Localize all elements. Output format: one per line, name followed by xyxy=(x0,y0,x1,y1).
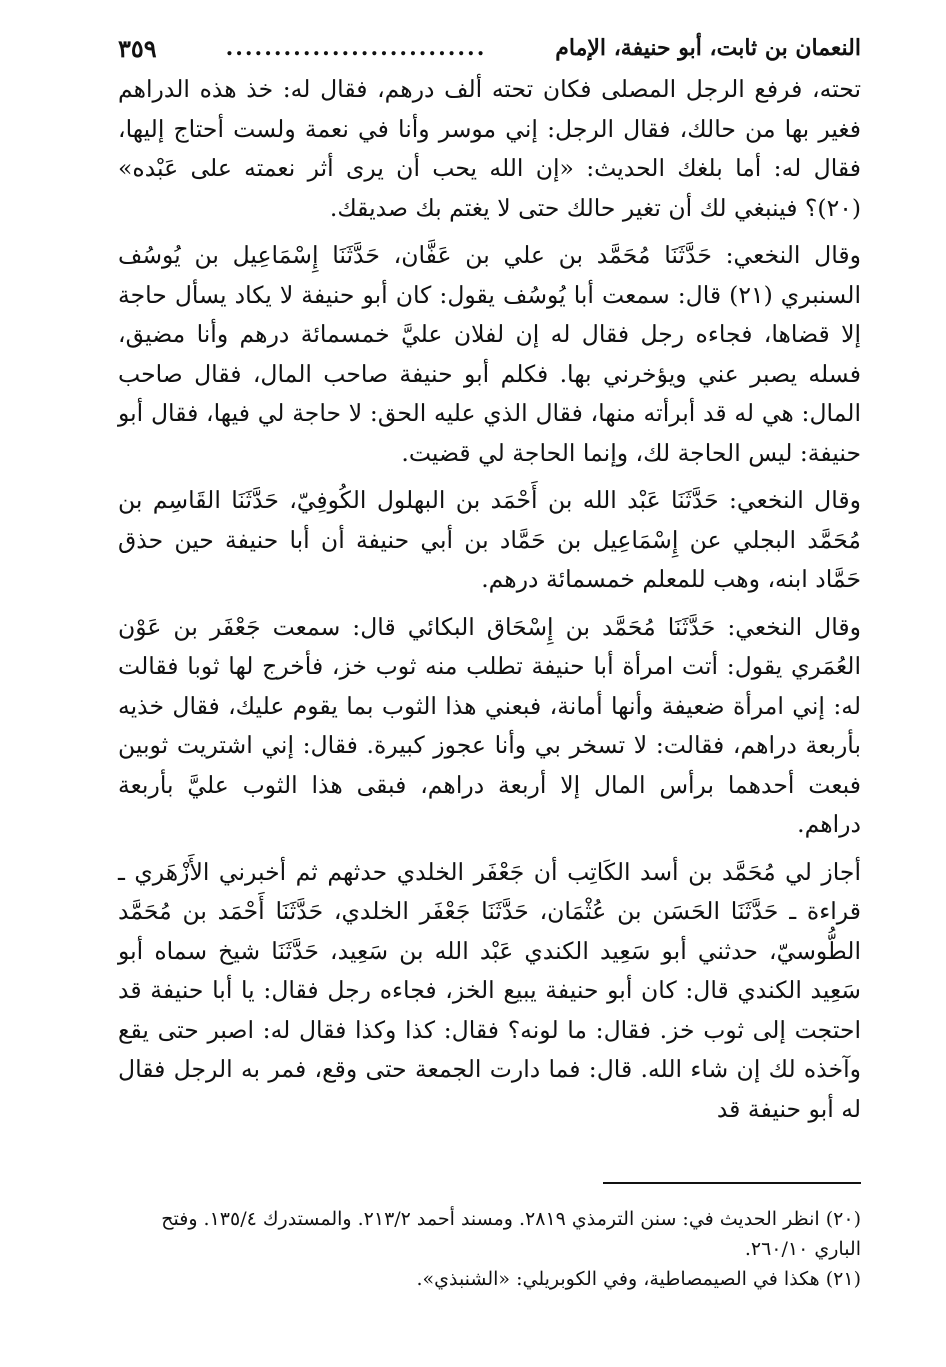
paragraph-1: تحته، فرفع الرجل المصلى فكان تحته ألف درهم، فقال له: خذ هذه الدراهم فغير بها من حالك، فقال الرجل: إني موسر وأنا في نعمة ولست أحتاج إليها، فقال له: أما بلغك الحديث: «إن الله يحب أن يرى أثر نعمته على عَبْده» (٢٠)؟ فينبغي لك أن تغير حالك حتى لا يغتم بك صديقك. xyxy=(118,75,861,222)
running-header-title: النعمان بن ثابت، أبو حنيفة، الإمام xyxy=(555,35,861,61)
footnote-20: (٢٠) انظر الحديث في: سنن الترمذي ٢٨١٩. ومسند أحمد ٢١٣/٢. والمستدرك ١٣٥/٤. وفتح الباري ٢٦٠/١٠. xyxy=(161,1208,861,1260)
running-header xyxy=(118,28,861,68)
running-header-dots: ........................... xyxy=(225,35,487,61)
footnote-21: (٢١) هكذا في الصيمصاطية، وفي الكوبريلي: «الشنبذي». xyxy=(416,1268,861,1290)
paragraph-2: وقال النخعي: حَدَّثَنَا مُحَمَّد بن علي بن عَفَّان، حَدَّثَنَا إِسْمَاعِيل بن يُوسُف السنبري (٢١) قال: سمعت أبا يُوسُف يقول: كان أبو حنيفة لا يكاد يسأل حاجة إلا قضاها، فجاءه رجل فقال له إن لفلان عليَّ خمسمائة درهم وأنا مضيق، فسله يصبر عني ويؤخرني بها. فكلم أبو حنيفة صاحب المال، فقال صاحب المال: هي له قد أبرأته منها، فقال الذي عليه الحق: لا حاجة لي فيها، فقال أبو حنيفة: ليس الحاجة لك، وإنما الحاجة لي قضيت. xyxy=(118,241,861,467)
body-text xyxy=(118,70,861,1137)
paragraph-3: وقال النخعي: حَدَّثَنَا عَبْد الله بن أَحْمَد بن البهلول الكُوفِيّ، حَدَّثَنَا القَاسِم بن مُحَمَّد البجلي عن إِسْمَاعِيل بن حَمَّاد بن أبي حنيفة أن أبا حنيفة حين حذق حَمَّاد ابنه، وهب للمعلم خمسمائة درهم. xyxy=(118,486,861,593)
footnote-separator xyxy=(603,1182,861,1184)
paragraph-4: وقال النخعي: حَدَّثَنَا مُحَمَّد بن إِسْحَاق البكائي قال: سمعت جَعْفَر بن عَوْن العُمَري يقول: أتت امرأة أبا حنيفة تطلب منه ثوب خز، فأخرج لها ثوبا فقالت له: إني امرأة ضعيفة وأنها أمانة، فبعني هذا الثوب بما يقوم عليك، فقال خذيه بأربعة دراهم، فقالت: لا تسخر بي وأنا عجوز كبيرة. فقال: إني اشتريت ثوبين فبعت أحدهما برأس المال إلا أربعة دراهم، فبقى هذا الثوب عليَّ بأربعة دراهم. xyxy=(118,612,861,838)
footnotes xyxy=(118,1204,861,1294)
page-number: ٣٥٩ xyxy=(118,33,157,63)
paragraph-5: أجاز لي مُحَمَّد بن أسد الكَاتِب أن جَعْفَر الخلدي حدثهم ثم أخبرني الأَزْهَري ـ قراءة ـ حَدَّثَنَا الحَسَن بن عُثْمَان، حَدَّثَنَا جَعْفَر الخلدي، حَدَّثَنَا أَحْمَد بن مُحَمَّد الطُّوسيّ، حدثني أبو سَعِيد الكندي عَبْد الله بن سَعِيد، حَدَّثَنَا شيخ سماه أبو سَعِيد الكندي قال: كان أبو حنيفة يبيع الخز، فجاءه رجل فقال: يا أبا حنيفة قد احتجت إلى ثوب خز. فقال: ما لونه؟ فقال: كذا وكذا فقال له: اصبر حتى يقع وآخذه لك إن شاء الله. قال: فما دارت الجمعة حتى وقع، فمر به الرجل فقال له أبو حنيفة قد xyxy=(118,857,861,1123)
